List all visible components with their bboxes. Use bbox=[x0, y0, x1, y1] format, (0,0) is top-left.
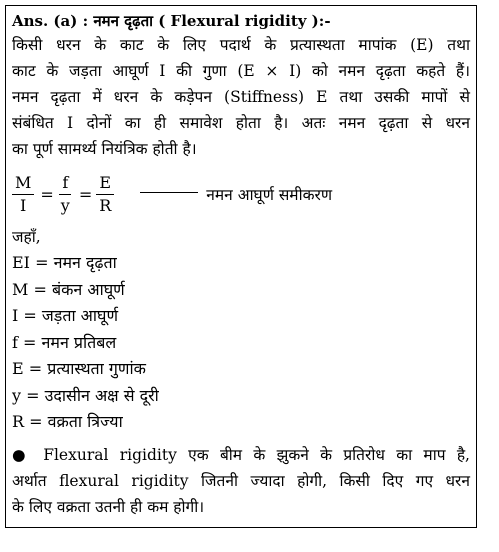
intro-line: का पूर्ण सामर्थ्य नियंत्रिक होती है। bbox=[12, 140, 197, 158]
definition-item: M = बंकन आघूर्ण bbox=[12, 279, 125, 299]
note-line: के लिए वक्रता उतनी ही कम होगी। bbox=[12, 497, 205, 516]
denominator: R bbox=[99, 195, 112, 215]
denominator: I bbox=[20, 195, 27, 215]
intro-paragraph bbox=[12, 32, 470, 162]
definition-item: y = उदासीन अक्ष से दूरी bbox=[12, 385, 159, 405]
fraction-f-over-y bbox=[58, 172, 73, 217]
numerator: E bbox=[96, 172, 114, 195]
intro-line: काट के जड़ता आघूर्ण I की गुणा (E × I) को नमन दृढ़ता कहते हैं। bbox=[12, 62, 470, 80]
answer-card bbox=[5, 5, 477, 528]
fraction-e-over-r bbox=[96, 172, 114, 217]
answer-heading: Ans. (a) : नमन दृढ़ता ( Flexural rigidity ):- bbox=[12, 12, 331, 30]
fraction-m-over-i bbox=[12, 172, 34, 217]
definition-item: EI = नमन दृढ़ता bbox=[12, 253, 117, 272]
denominator: y bbox=[60, 195, 70, 215]
label-leader-line bbox=[140, 192, 198, 193]
intro-line: किसी धरन के काट के लिए पदार्थ के प्रत्यास्थता मापांक (E) तथा bbox=[12, 36, 470, 54]
intro-line: संबंधित I दोनों का ही समावेश होता है। अतः नमन दृढ़ता से धरन bbox=[12, 114, 470, 132]
note-line: अर्थात flexural rigidity जितनी ज्यादा होगी, किसी दिए गए धरन bbox=[12, 471, 470, 490]
note-line: ● Flexural rigidity एक बीम के झुकने के प्रतिरोध का माप है, bbox=[12, 445, 470, 464]
flexural-rigidity-note bbox=[12, 442, 470, 520]
intro-line: नमन दृढ़ता में धरन के कड़ेपन (Stiffness) E तथा उसकी मापों से bbox=[12, 88, 470, 106]
numerator: M bbox=[12, 172, 34, 195]
equals-sign: = bbox=[40, 184, 54, 204]
bending-equation bbox=[12, 168, 470, 220]
definition-item: E = प्रत्यास्थता गुणांक bbox=[12, 359, 146, 378]
equals-sign: = bbox=[78, 184, 93, 204]
definition-item: R = वक्रता त्रिज्या bbox=[12, 412, 123, 431]
where-label: जहाँ, bbox=[12, 228, 41, 246]
symbol-definitions bbox=[12, 250, 470, 436]
numerator: f bbox=[59, 172, 71, 195]
equation-label: नमन आघूर्ण समीकरण bbox=[206, 186, 333, 204]
definition-item: I = जड़ता आघूर्ण bbox=[12, 306, 119, 325]
definition-item: f = नमन प्रतिबल bbox=[12, 332, 117, 352]
